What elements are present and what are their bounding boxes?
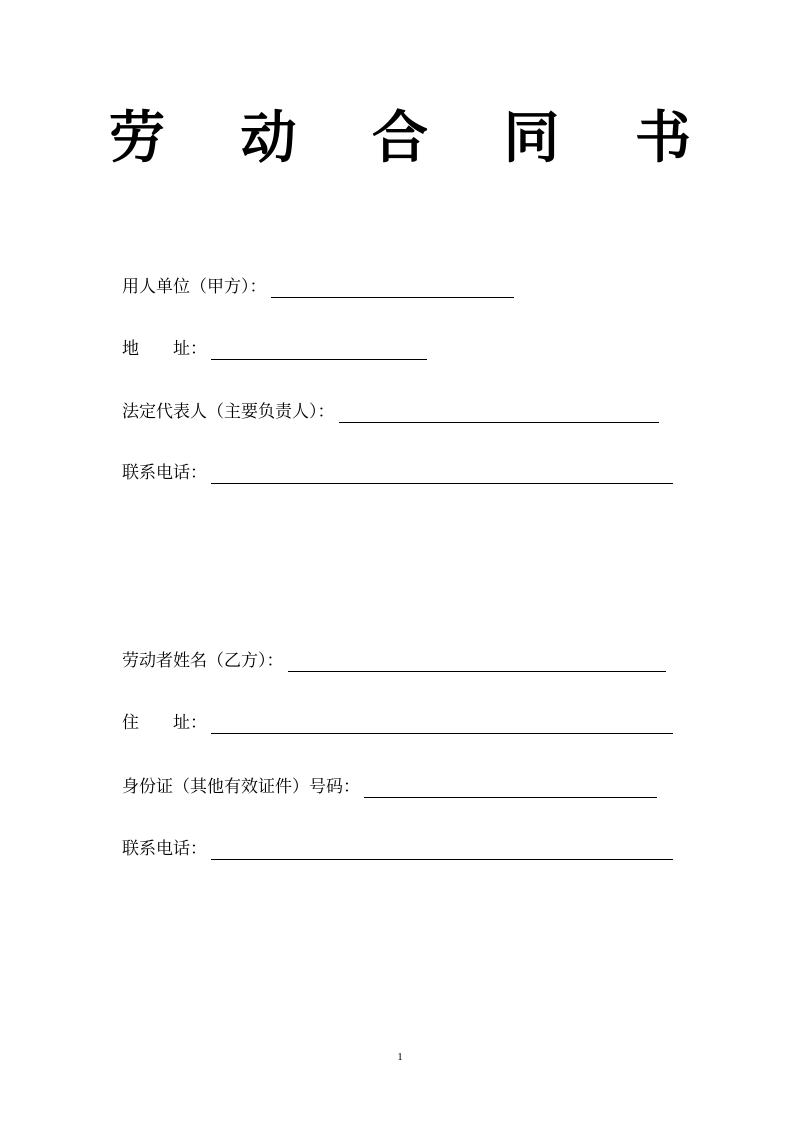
employee-address-field <box>122 706 673 736</box>
employee-name-label: 劳动者姓名（乙方）： <box>122 651 284 671</box>
employer-label: 用人单位（甲方）： <box>122 277 267 297</box>
legal-representative-label: 法定代表人（主要负责人）： <box>122 402 335 422</box>
employee-id-field <box>122 770 657 800</box>
employee-phone-blank-line[interactable] <box>211 837 673 860</box>
employer-address-label: 地 址： <box>122 339 207 359</box>
employee-phone-label: 联系电话： <box>122 839 207 859</box>
employee-phone-field <box>122 832 673 862</box>
employee-name-field <box>122 644 666 674</box>
page-number: 1 <box>397 1051 403 1063</box>
employer-phone-field <box>122 456 673 486</box>
legal-representative-blank-line[interactable] <box>339 400 659 423</box>
document-title: 劳 动 合 同 书 <box>109 105 719 171</box>
employer-address-field <box>122 332 427 362</box>
employee-name-blank-line[interactable] <box>288 649 666 672</box>
employee-address-label: 住 址： <box>122 713 207 733</box>
employee-id-blank-line[interactable] <box>364 775 657 798</box>
employee-id-label: 身份证（其他有效证件）号码： <box>122 777 360 797</box>
employer-phone-label: 联系电话： <box>122 463 207 483</box>
employer-field <box>122 270 514 300</box>
employer-address-blank-line[interactable] <box>211 337 427 360</box>
employer-phone-blank-line[interactable] <box>211 461 673 484</box>
employee-address-blank-line[interactable] <box>211 711 673 734</box>
legal-representative-field <box>122 395 659 425</box>
employer-blank-line[interactable] <box>271 275 514 298</box>
